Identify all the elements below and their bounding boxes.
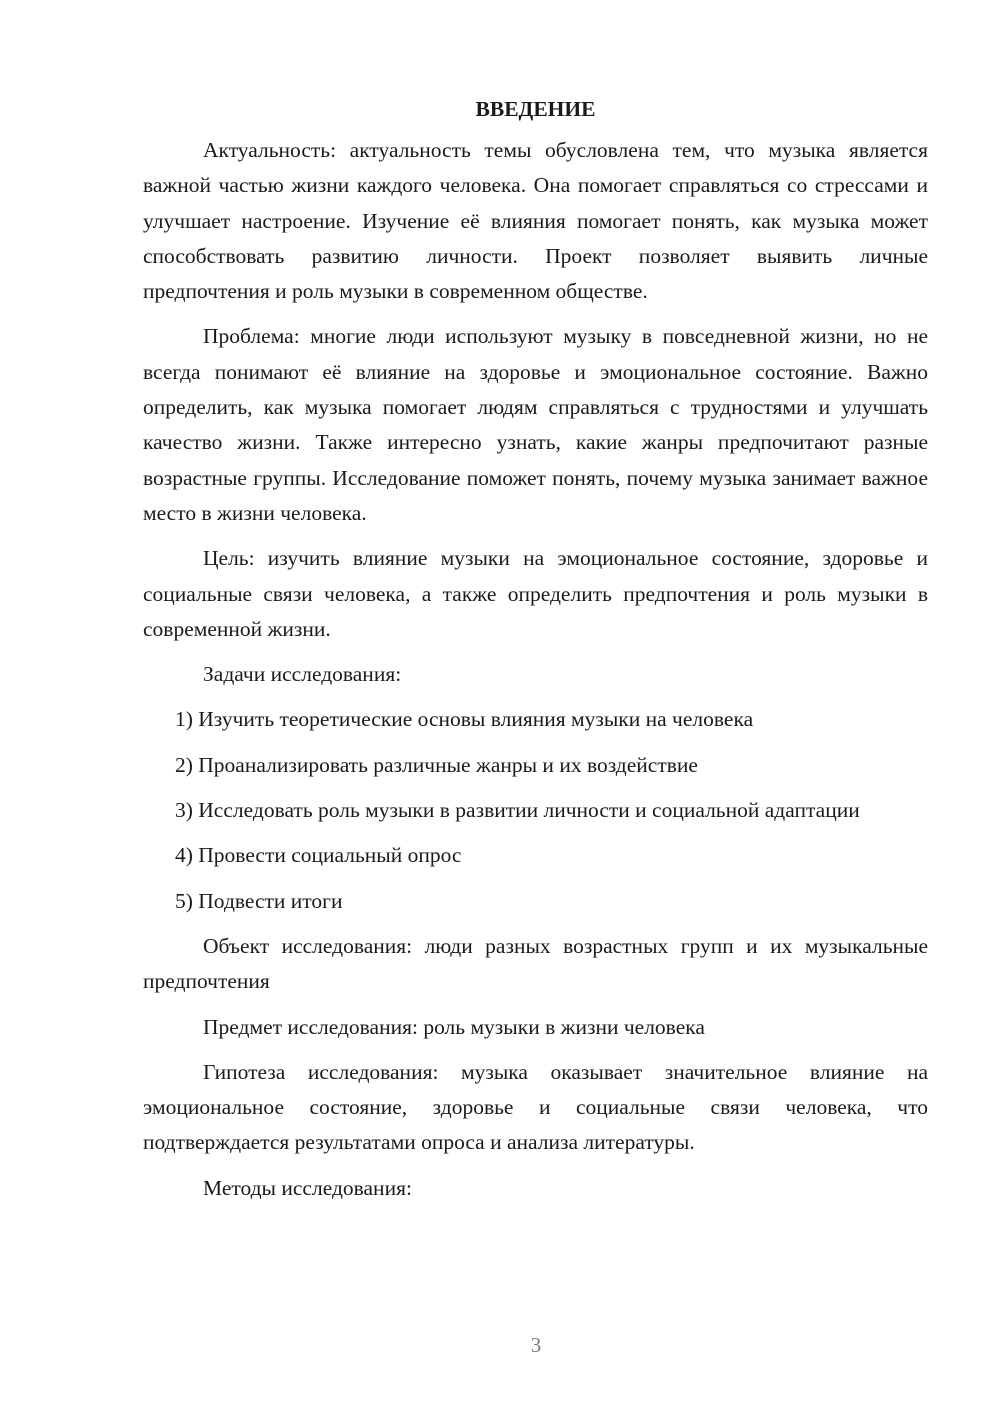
tasks-heading: Задачи исследования: [203,662,402,687]
section-title: ВВЕДЕНИЕ [475,97,596,121]
problem-paragraph: Проблема: многие люди используют музыку в повседневной жизни, но не всегда понимают её влияние на здоровье и эмоциональное состояние. Важно определить, как музыка помогает людям справляться с трудностями и улучшать качество жизни. Также интересно узнать, какие жанры предпочитают разные возрастные группы. Исследование поможет понять, почему музыка занимает важное место в жизни человека. [143,324,928,525]
relevance-paragraph: Актуальность: актуальность темы обусловлена тем, что музыка является важной частью жизни каждого человека. Она помогает справляться со стрессами и улучшает настроение. Изучение её влияния помогает понять, как музыка может способствовать развитию личности. Проект позволяет выявить личные предпочтения и роль музыки в современном обществе. [143,138,928,304]
task-item: 4) Провести социальный опрос [175,843,462,868]
page-content [143,92,928,1206]
methods-heading: Методы исследования: [203,1175,412,1200]
task-item: 5) Подвести итоги [175,888,343,913]
goal-paragraph: Цель: изучить влияние музыки на эмоциональное состояние, здоровье и социальные связи человека, а также определить предпочтения и роль музыки в современной жизни. [143,546,928,641]
task-item: 1) Изучить теоретические основы влияния музыки на человека [175,707,754,732]
task-item: 3) Исследовать роль музыки в развитии личности и социальной адаптации [175,798,860,823]
page-number: 3 [530,1333,542,1357]
hypothesis-paragraph: Гипотеза исследования: музыка оказывает значительное влияние на эмоциональное состояние, здоровье и социальные связи человека, что подтверждается результатами опроса и анализа литературы. [143,1059,928,1155]
subject-paragraph: Предмет исследования: роль музыки в жизни человека [203,1014,705,1039]
object-paragraph: Объект исследования: люди разных возрастных групп и их музыкальные предпочтения [143,933,928,994]
task-item: 2) Проанализировать различные жанры и их воздействие [175,752,698,777]
